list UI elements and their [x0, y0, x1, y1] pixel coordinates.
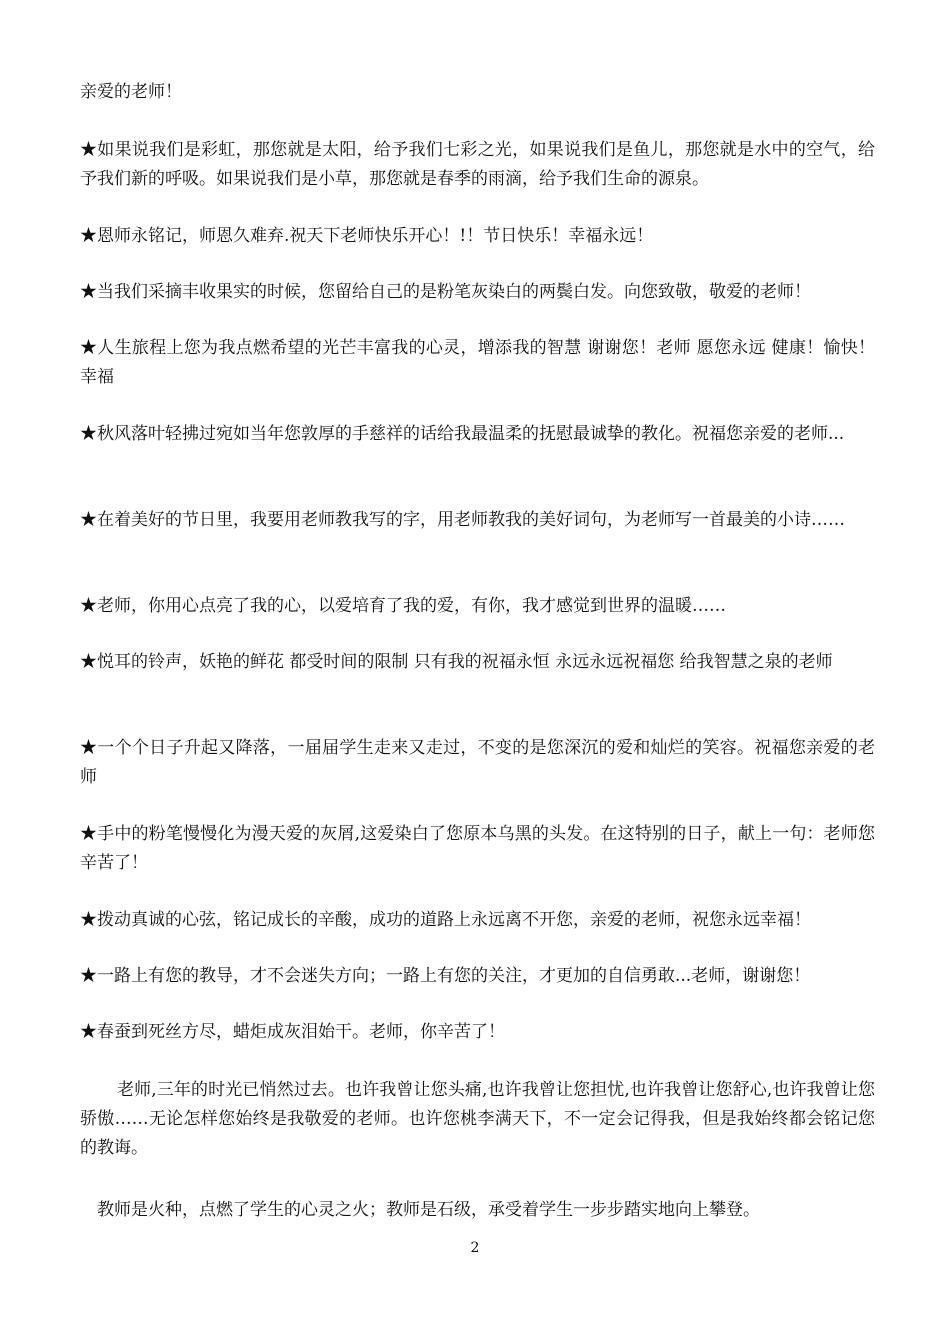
- wish-paragraph-5: ★秋风落叶轻拂过宛如当年您敦厚的手慈祥的话给我最温柔的抚慰最诚挚的教化。祝福您亲爱的老师...: [80, 424, 845, 444]
- wish-paragraph-2: ★恩师永铭记，师恩久难弃.祝天下老师快乐开心！!！节日快乐！幸福永远！: [80, 226, 654, 246]
- wish-paragraph-13: ★春蚕到死丝方尽，蜡炬成灰泪始干。老师，你辛苦了！: [80, 1022, 505, 1042]
- greeting-line: 亲爱的老师！: [80, 82, 182, 102]
- page-number: 2: [470, 1240, 480, 1256]
- teacher-metaphor-paragraph: 教师是火种，点燃了学生的心灵之火；教师是石级，承受着学生一步步踏实地向上攀登。: [97, 1200, 760, 1220]
- wish-paragraph-4: ★人生旅程上您为我点燃希望的光芒丰富我的心灵，增添我的智慧 谢谢您！老师 愿您永远 健康！愉快！幸福: [80, 338, 875, 387]
- wish-paragraph-1: ★如果说我们是彩虹，那您就是太阳，给予我们七彩之光，如果说我们是鱼儿，那您就是水中的空气，给予我们新的呼吸。如果说我们是小草，那您就是春季的雨滴，给予我们生命的源泉。: [80, 140, 875, 189]
- wish-paragraph-3: ★当我们采摘丰收果实的时候，您留给自己的是粉笔灰染白的两鬓白发。向您致敬，敬爱的老师！: [80, 282, 811, 302]
- wish-paragraph-6: ★在着美好的节日里，我要用老师教我写的字，用老师教我的美好词句，为老师写一首最美的小诗……: [80, 510, 845, 530]
- wish-paragraph-11: ★拨动真诚的心弦，铭记成长的辛酸，成功的道路上永远离不开您，亲爱的老师，祝您永远幸福！: [80, 910, 811, 930]
- wish-paragraph-8: ★悦耳的铃声，妖艳的鲜花 都受时间的限制 只有我的祝福永恒 永远永远祝福您 给我智慧之泉的老师: [80, 652, 833, 672]
- closing-paragraph: 老师,三年的时光已悄然过去。也许我曾让您头痛,也许我曾让您担忧,也许我曾让您舒心,也许我曾让您骄傲……无论怎样您始终是我敬爱的老师。也许您桃李满天下，不一定会记得我，但是我始终都会铭记您的教诲。: [80, 1080, 875, 1158]
- wish-paragraph-10: ★手中的粉笔慢慢化为漫天爱的灰屑,这爱染白了您原本乌黑的头发。在这特别的日子，献上一句：老师您辛苦了！: [80, 824, 875, 873]
- wish-paragraph-12: ★一路上有您的教导，才不会迷失方向；一路上有您的关注，才更加的自信勇敢...老师，谢谢您！: [80, 966, 811, 986]
- wish-paragraph-7: ★老师，你用心点亮了我的心，以爱培育了我的爱，有你，我才感觉到世界的温暖……: [80, 596, 726, 616]
- wish-paragraph-9: ★一个个日子升起又降落，一届届学生走来又走过，不变的是您深沉的爱和灿烂的笑容。祝福您亲爱的老师: [80, 738, 875, 787]
